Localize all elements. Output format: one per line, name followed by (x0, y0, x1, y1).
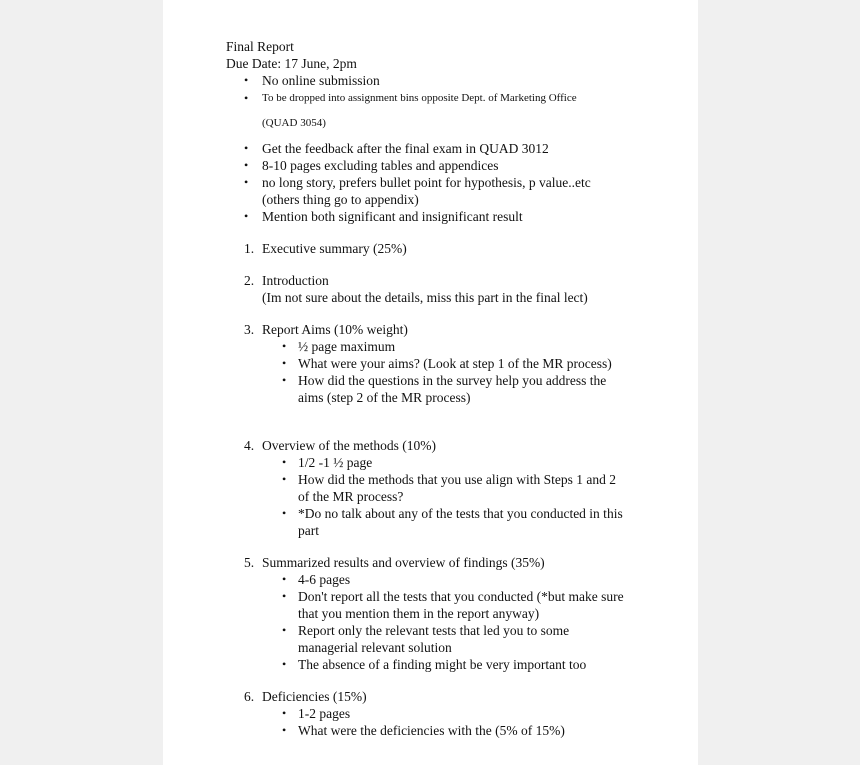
list-item (226, 656, 686, 673)
bullet-text: • No online submission (262, 73, 380, 88)
list-item-text: • *Do no talk about any of the tests that you conducted in this (298, 506, 623, 521)
list-item-text-cont: of the MR process? (298, 489, 404, 504)
bullet-mention (226, 208, 686, 225)
bullet-feedback (226, 140, 686, 157)
section-executive-summary (226, 240, 686, 257)
list-item (226, 722, 686, 739)
list-item (226, 571, 686, 588)
section-number: 1. (244, 241, 255, 256)
list-item-text-cont: aims (step 2 of the MR process) (298, 390, 471, 405)
list-item-text: • ½ page maximum (298, 339, 396, 354)
list-item (226, 705, 686, 722)
section-title: Introduction (262, 273, 329, 288)
section-number: 5. (244, 555, 255, 570)
bullet-text: • 8-10 pages excluding tables and appendices (262, 158, 499, 173)
list-item (226, 588, 686, 622)
section-introduction (226, 272, 686, 289)
list-item (226, 338, 686, 355)
report-document (226, 38, 686, 739)
section-title: Summarized results and overview of findings (35%) (262, 555, 545, 570)
list-item (226, 355, 686, 372)
section-number: 3. (244, 322, 255, 337)
list-item-text: • 1-2 pages (298, 706, 351, 721)
list-item (226, 505, 686, 539)
section-number: 6. (244, 689, 255, 704)
bullet-bins-quad: (QUAD 3054) (262, 117, 326, 129)
section-number: 2. (244, 273, 255, 288)
list-item (226, 622, 686, 656)
list-item-text: • 1/2 -1 ½ page (298, 455, 373, 470)
list-item-text: • The absence of a finding might be very important too (298, 657, 587, 672)
list-item-text: • Report only the relevant tests that led you to some (298, 623, 570, 638)
list-item-text: • What were your aims? (Look at step 1 of the MR process) (298, 356, 612, 371)
bullet-bins (226, 90, 686, 107)
section-title: Overview of the methods (10%) (262, 438, 436, 453)
list-item-text-cont: part (298, 523, 319, 538)
section-report-aims (226, 321, 686, 338)
list-item-text: • Don't report all the tests that you conducted (*but make sure (298, 589, 624, 604)
bullet-text-cont: (others thing go to appendix) (262, 192, 419, 207)
section-deficiencies (226, 688, 686, 705)
section-title: Executive summary (25%) (262, 241, 407, 256)
due-date: Due Date: 17 June, 2pm (226, 56, 357, 71)
bullet-no-online (226, 72, 686, 89)
section-title: Deficiencies (15%) (262, 689, 367, 704)
bullet-text: • To be dropped into assignment bins opposite Dept. of Marketing Office (262, 92, 577, 104)
section-summarized-results (226, 554, 686, 571)
bullet-text: • no long story, prefers bullet point for hypothesis, p value..etc (262, 175, 591, 190)
section-introduction-note: (Im not sure about the details, miss this part in the final lect) (262, 290, 588, 305)
section-number: 4. (244, 438, 255, 453)
list-item (226, 454, 686, 471)
list-item (226, 372, 686, 406)
list-item-text-cont: managerial relevant solution (298, 640, 452, 655)
list-item (226, 471, 686, 505)
doc-title: Final Report (226, 39, 294, 54)
list-item-text: • 4-6 pages (298, 572, 351, 587)
section-overview-methods (226, 437, 686, 454)
list-item-text: • How did the questions in the survey help you address the (298, 373, 607, 388)
bullet-pages (226, 157, 686, 174)
bullet-story (226, 174, 686, 208)
section-title: Report Aims (10% weight) (262, 322, 408, 337)
list-item-text: • What were the deficiencies with the (5% of 15%) (298, 723, 565, 738)
list-item-text: • How did the methods that you use align with Steps 1 and 2 (298, 472, 616, 487)
bullet-text: • Mention both significant and insignificant result (262, 209, 523, 224)
bullet-text: • Get the feedback after the final exam in QUAD 3012 (262, 141, 549, 156)
list-item-text-cont: that you mention them in the report anyway) (298, 606, 540, 621)
